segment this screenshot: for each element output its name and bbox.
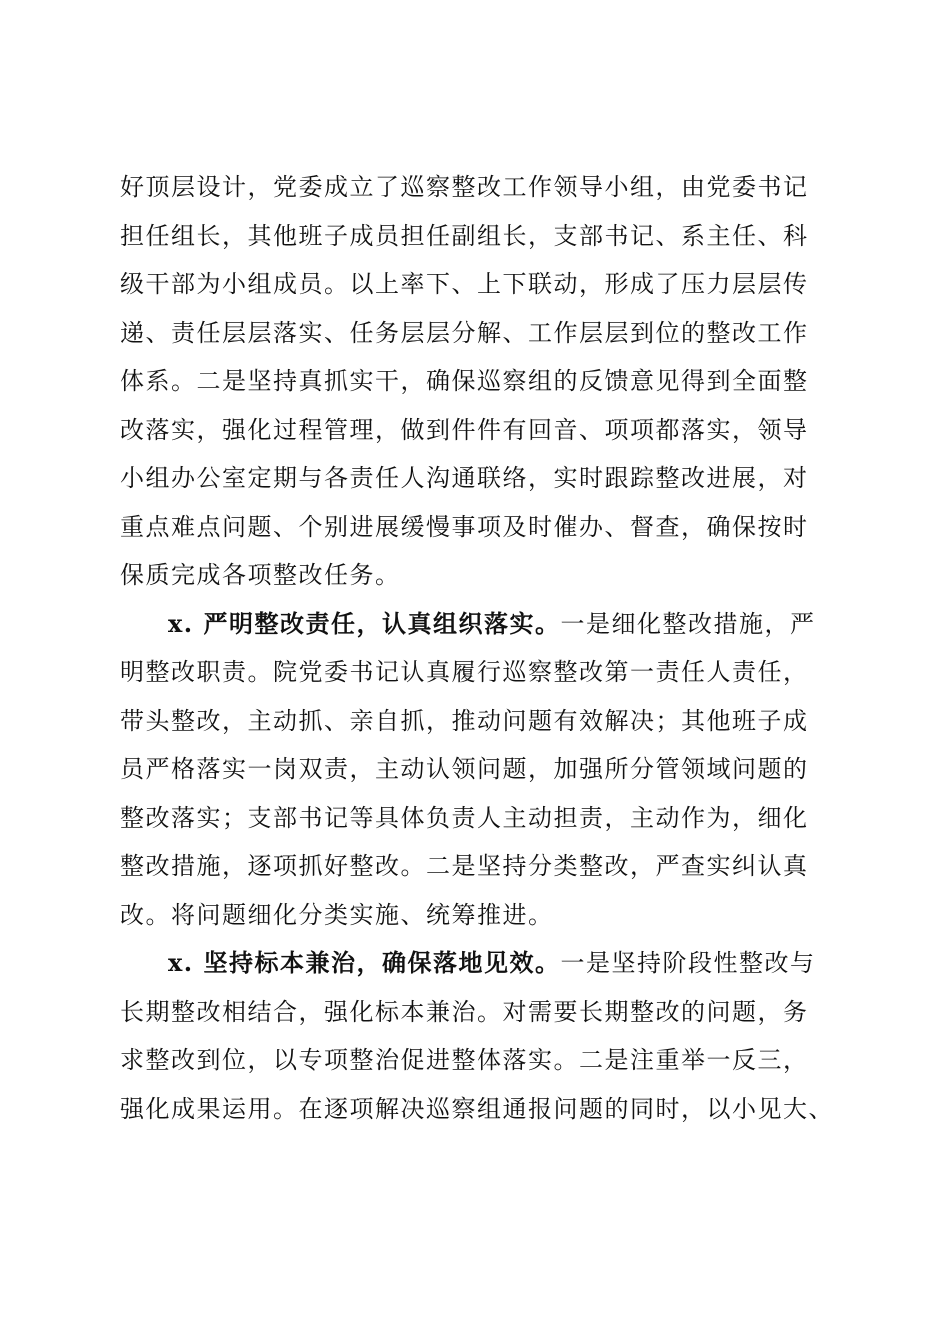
text-line: 求整改到位，以专项整治促进整体落实。二是注重举一反三， [120,1046,809,1074]
paragraph-1 [120,163,840,600]
paragraph-first-line [120,939,840,988]
text-line: 保质完成各项整改任务。 [120,561,401,589]
text-line: 递、责任层层落实、任务层层分解、工作层层到位的整改工作 [120,318,809,347]
text-line: 体系。二是坚持真抓实干，确保巡察组的反馈意见得到全面整 [120,367,809,395]
text-line: 小组办公室定期与各责任人沟通联络，实时跟踪整改进展，对 [120,464,809,492]
text-line: 级干部为小组成员。以上率下、上下联动，形成了压力层层传 [120,270,809,298]
text-line: 整改落实；支部书记等具体负责人主动担责，主动作为，细化 [120,803,809,832]
text-line: 强化成果运用。在逐项解决巡察组通报问题的同时，以小见大、 [120,1094,834,1123]
text-line: 带头整改，主动抓、亲自抓，推动问题有效解决；其他班子成 [120,706,809,735]
section-heading: x. 严明整改责任，认真组织落实。 [168,608,561,638]
text-line: 明整改职责。院党委书记认真履行巡察整改第一责任人责任， [120,658,809,686]
text-segment: 一是细化整改措施，严 [560,609,816,638]
text-line: 重点难点问题、个别进展缓慢事项及时催办、督查，确保按时 [120,512,809,541]
text-line: 长期整改相结合，强化标本兼治。对需要长期整改的问题，务 [120,997,809,1026]
section-heading: x. 坚持标本兼治，确保落地见效。 [168,948,561,977]
paragraph-3 [120,939,840,1133]
text-line: 整改措施，逐项抓好整改。二是坚持分类整改，严查实纠认真 [120,852,809,880]
text-segment: 一是坚持阶段性整改与 [560,949,816,977]
paragraph-2 [120,600,840,940]
text-line: 好顶层设计，党委成立了巡察整改工作领导小组，由党委书记 [120,173,809,201]
text-line: 改。将问题细化分类实施、统筹推进。 [120,900,554,929]
document-body [120,163,840,1133]
text-line: 员严格落实一岗双责，主动认领问题，加强所分管领域问题的 [120,755,809,783]
text-line: 担任组长，其他班子成员担任副组长，支部书记、系主任、科 [120,221,809,250]
text-line: 改落实，强化过程管理，做到件件有回音、项项都落实，领导 [120,415,809,444]
paragraph-first-line [120,600,840,649]
